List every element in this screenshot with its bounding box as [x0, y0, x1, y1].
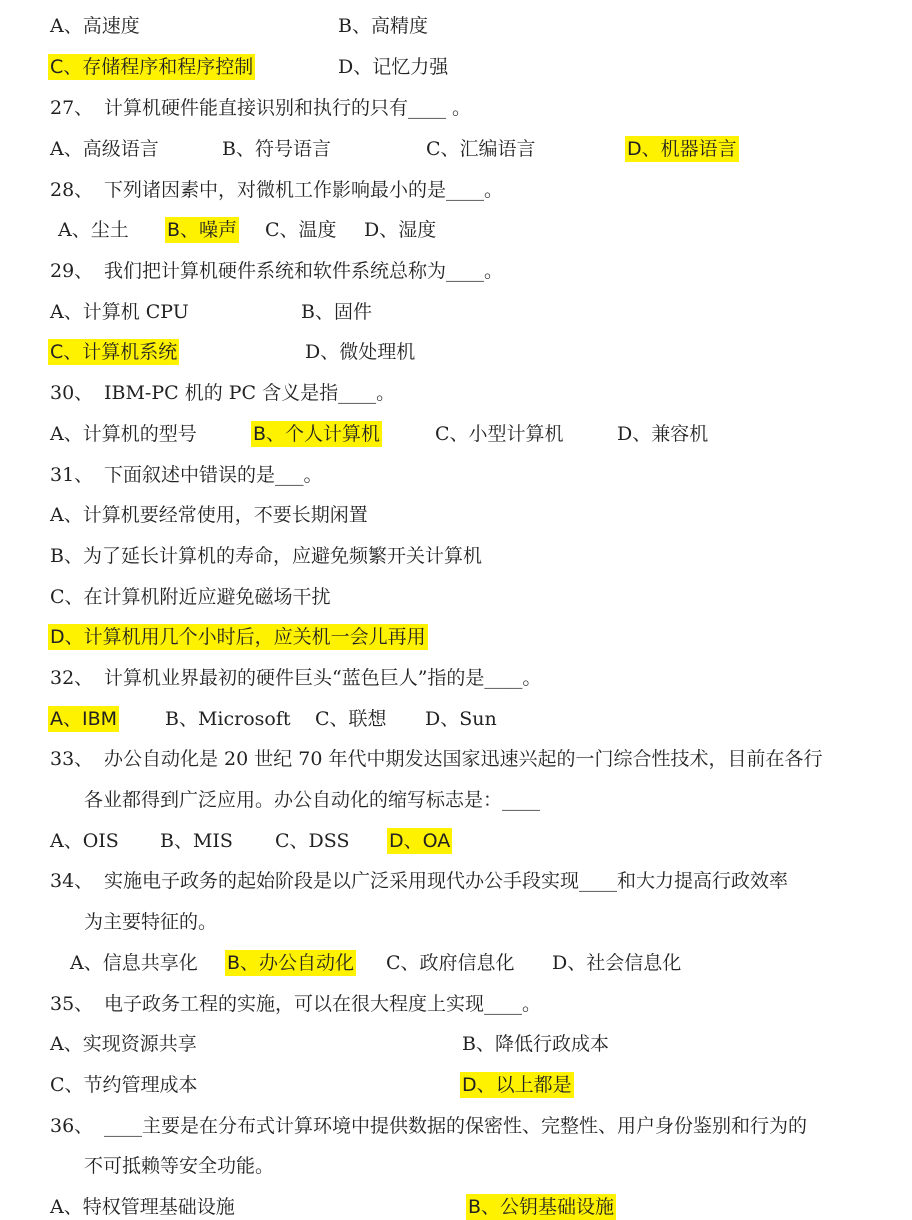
question-number: 32、	[50, 667, 94, 689]
answer-option-a: A、OIS	[50, 830, 119, 852]
question-text: IBM-PC 机的 PC 含义是指____。	[104, 382, 396, 404]
question-text: 计算机业界最初的硬件巨头“蓝色巨人”指的是____。	[104, 667, 542, 689]
question-number: 30、	[50, 382, 94, 404]
question-number: 28、	[50, 179, 94, 201]
answer-option-c: C、汇编语言	[426, 138, 536, 160]
answer-option-c: C、节约管理成本	[50, 1074, 198, 1096]
answer-option-a: A、计算机的型号	[50, 423, 197, 445]
correct-answer-option-b: B、办公自动化	[227, 952, 355, 974]
answer-option-a: A、特权管理基础设施	[50, 1196, 235, 1218]
answer-option-b: B、Microsoft	[165, 708, 291, 730]
question-text: 计算机硬件能直接识别和执行的只有____ 。	[104, 97, 472, 119]
answer-option-d: D、微处理机	[305, 341, 416, 363]
question-text-continued: 为主要特征的。	[84, 911, 218, 933]
answer-option-d: D、社会信息化	[552, 952, 682, 974]
answer-option-b: B、为了延长计算机的寿命，应避免频繁开关计算机	[50, 545, 482, 567]
answer-option-b: B、MIS	[160, 830, 233, 852]
question-number: 36、	[50, 1115, 94, 1137]
answer-option-b: B、降低行政成本	[462, 1033, 609, 1055]
correct-answer-option-d: D、以上都是	[462, 1074, 572, 1096]
answer-option-d: D、兼容机	[617, 423, 709, 445]
question-number: 34、	[50, 870, 94, 892]
question-text: 办公自动化是 20 世纪 70 年代中期发达国家迅速兴起的一门综合性技术，目前在各行	[104, 748, 823, 770]
answer-option-a: A、高速度	[50, 15, 140, 37]
answer-option-b: B、固件	[301, 301, 372, 323]
answer-option-c: C、DSS	[275, 830, 350, 852]
question-number: 33、	[50, 748, 94, 770]
answer-option-c: C、政府信息化	[386, 952, 515, 974]
question-text: 下面叙述中错误的是___。	[104, 464, 323, 486]
answer-option-a: A、信息共享化	[70, 952, 198, 974]
correct-answer-option-b: B、噪声	[167, 219, 238, 241]
question-text: 电子政务工程的实施，可以在很大程度上实现____。	[104, 993, 542, 1015]
answer-option-a: A、实现资源共享	[50, 1033, 197, 1055]
question-text: 实施电子政务的起始阶段是以广泛采用现代办公手段实现____和大力提高行政效率	[104, 870, 789, 892]
question-text-continued: 各业都得到广泛应用。办公自动化的缩写标志是：____	[84, 789, 541, 811]
answer-option-a: A、计算机要经常使用，不要长期闲置	[50, 504, 368, 526]
question-text: 下列诸因素中，对微机工作影响最小的是____。	[104, 179, 504, 201]
correct-answer-option-d: D、计算机用几个小时后，应关机一会儿再用	[50, 626, 426, 648]
correct-answer-option-c: C、存储程序和程序控制	[50, 56, 254, 78]
correct-answer-option-b: B、公钥基础设施	[468, 1196, 615, 1218]
answer-option-c: C、在计算机附近应避免磁场干扰	[50, 586, 331, 608]
answer-option-a: A、尘土	[58, 219, 129, 241]
question-number: 35、	[50, 993, 94, 1015]
question-number: 31、	[50, 464, 94, 486]
answer-option-c: C、温度	[265, 219, 337, 241]
answer-option-d: D、记忆力强	[338, 56, 449, 78]
answer-option-b: B、符号语言	[222, 138, 331, 160]
question-text-continued: 不可抵赖等安全功能。	[84, 1155, 275, 1177]
answer-option-c: C、小型计算机	[435, 423, 564, 445]
question-text: ____主要是在分布式计算环境中提供数据的保密性、完整性、用户身份鉴别和行为的	[104, 1115, 808, 1137]
question-number: 29、	[50, 260, 94, 282]
answer-option-c: C、联想	[315, 708, 387, 730]
question-number: 27、	[50, 97, 94, 119]
correct-answer-option-a: A、IBM	[50, 708, 118, 730]
correct-answer-option-b: B、个人计算机	[253, 423, 381, 445]
answer-option-a: A、高级语言	[50, 138, 159, 160]
answer-option-d: D、湿度	[364, 219, 437, 241]
correct-answer-option-d: D、机器语言	[627, 138, 737, 160]
answer-option-d: D、Sun	[425, 708, 497, 730]
correct-answer-option-d: D、OA	[389, 830, 451, 852]
correct-answer-option-c: C、计算机系统	[50, 341, 178, 363]
answer-option-a: A、计算机 CPU	[50, 301, 189, 323]
question-text: 我们把计算机硬件系统和软件系统总称为____。	[104, 260, 504, 282]
answer-option-b: B、高精度	[338, 15, 428, 37]
